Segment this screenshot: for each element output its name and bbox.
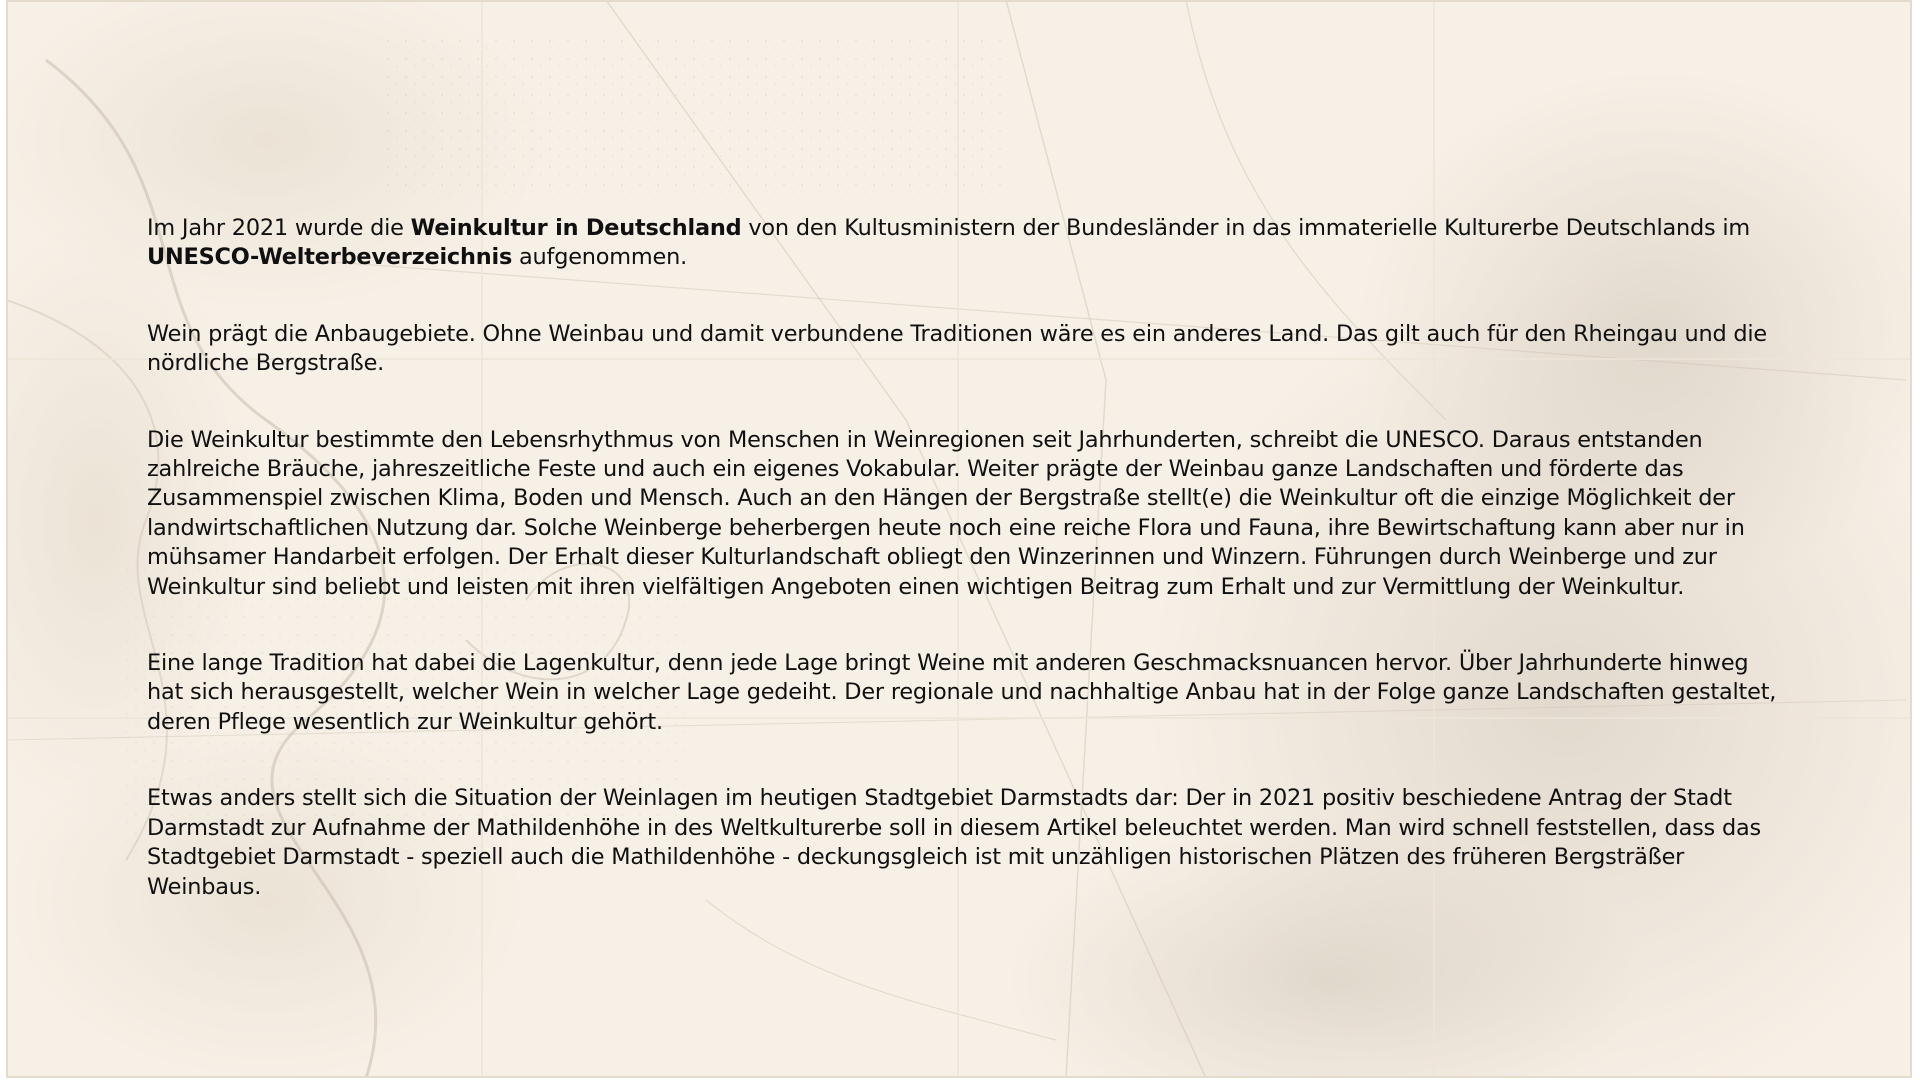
bold-run: UNESCO-Welterbeverzeichnis xyxy=(147,244,513,271)
paragraph-1 xyxy=(147,214,1787,273)
paragraph-4 xyxy=(147,649,1787,737)
text-run: Im Jahr 2021 wurde die xyxy=(147,215,411,241)
paragraph-3 xyxy=(147,426,1787,602)
text-run: Eine lange Tradition hat dabei die Lagenkultur, denn jede Lage bringt Weine mit anderen Geschmacksnuancen hervor. Über Jahrhunderte hinweg hat sich herausgestellt, welcher Wein in welcher Lage gedeiht. Der regionale und nachhaltige Anbau hat in der Folge ganze Landschaften gestaltet, deren Pflege wesentlich zur Weinkultur gehört. xyxy=(147,650,1777,735)
paragraph-5 xyxy=(147,784,1787,902)
text-run: Etwas anders stellt sich die Situation der Weinlagen im heutigen Stadtgebiet Darmstadts dar: Der in 2021 positiv beschiedene Antrag der Stadt Darmstadt zur Aufnahme der Mathildenhöhe in des Weltkulturerbe soll in diesem Artikel beleuchtet werden. Man wird schnell feststellen, dass das Stadtgebiet Darmstadt - speziell auch die Mathildenhöhe - deckungsgleich ist mit unzähligen historischen Plätzen des früheren Bergsträßer Weinbaus. xyxy=(147,785,1761,900)
text-run: von den Kultusministern der Bundesländer in das immaterielle Kulturerbe Deutschlands im xyxy=(741,215,1751,241)
text-run: aufgenommen. xyxy=(512,244,687,271)
text-run: Die Weinkultur bestimmte den Lebensrhythmus von Menschen in Weinregionen seit Jahrhunderten, schreibt die UNESCO. Daraus entstanden zahlreiche Bräuche, jahreszeitliche Feste und auch ein eigenes Vokabular. Weiter prägte der Weinbau ganze Landschaften und förderte das Zusammenspiel zwischen Klima, Boden und Mensch. Auch an den Hängen der Bergstraße stellt(e) die Weinkultur oft die einzige Möglichkeit der landwirtschaftlichen Nutzung dar. Solche Weinberge beherbergen heute noch eine reiche Flora und Fauna, ihre Bewirtschaftung kann aber nur in mühsamer Handarbeit erfolgen. Der Erhalt dieser Kulturlandschaft obliegt den Winzerinnen und Winzern. Führungen durch Weinberge und zur Weinkultur sind beliebt und leisten mit ihren vielfältigen Angeboten einen wichtigen Beitrag zum Erhalt und zur Vermittlung der Weinkultur. xyxy=(147,426,1745,600)
bold-run: Weinkultur in Deutschland xyxy=(410,215,742,241)
paragraph-2 xyxy=(147,320,1787,379)
text-run: Wein prägt die Anbaugebiete. Ohne Weinbau und damit verbundene Traditionen wäre es ein anderes Land. Das gilt auch für den Rheingau und die nördliche Bergstraße. xyxy=(147,320,1767,377)
article-text xyxy=(147,214,1787,902)
